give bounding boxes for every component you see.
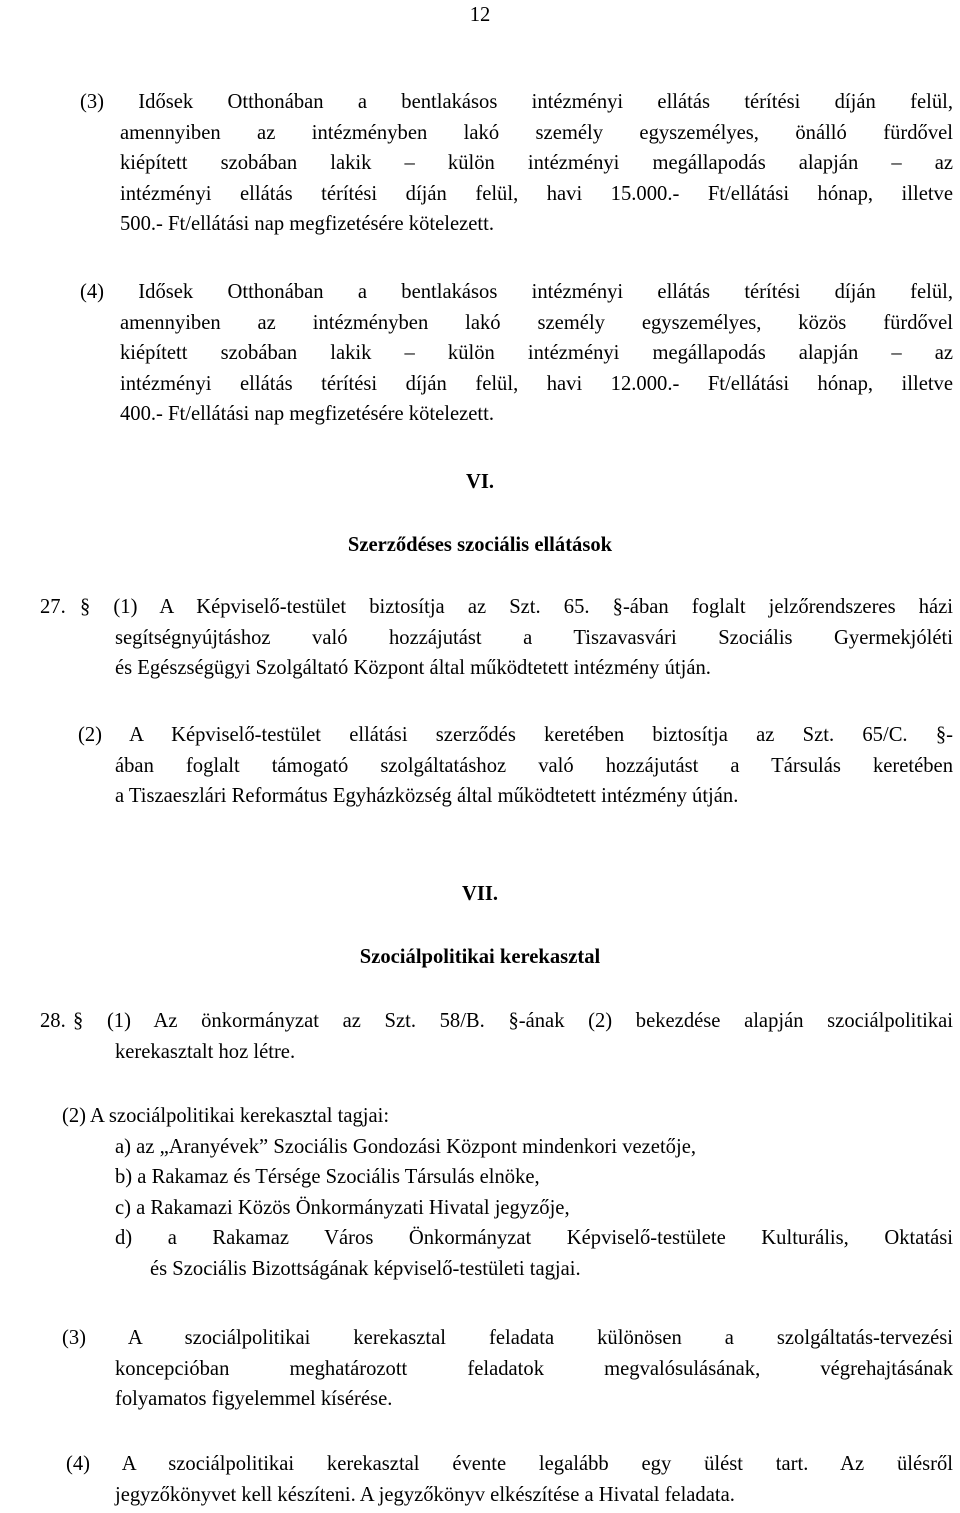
section-27-paragraph-1 <box>80 592 953 684</box>
paragraph-line: (3) Idősek Otthonában a bentlakásos intézményi ellátás térítési díján felül, <box>80 91 953 113</box>
paragraph-line: 400.- Ft/ellátási nap megfizetésére kötelezett. <box>120 403 494 425</box>
list-item: a) az „Aranyévek” Szociális Gondozási Központ mindenkori vezetője, <box>115 1135 696 1158</box>
paragraph-line: § (1) A Képviselő-testület biztosítja az Szt. 65. §-ában foglalt jelzőrendszeres házi <box>80 596 953 618</box>
list-item: c) a Rakamazi Közös Önkormányzati Hivatal jegyzője, <box>115 1196 570 1219</box>
section-28-paragraph-4 <box>66 1449 953 1510</box>
list-item: d) a Rakamaz Város Önkormányzat Képviselő-testülete Kulturális, Oktatási <box>115 1227 953 1249</box>
paragraph-line: (4) Idősek Otthonában a bentlakásos intézményi ellátás térítési díján felül, <box>80 281 953 303</box>
paragraph-line: ában foglalt támogató szolgáltatáshoz való hozzájutást a Társulás keretében <box>115 754 953 777</box>
paragraph-line: 500.- Ft/ellátási nap megfizetésére kötelezett. <box>120 213 494 235</box>
paragraph-line: § (1) Az önkormányzat az Szt. 58/B. §-ának (2) bekezdése alapján szociálpolitikai <box>73 1010 953 1032</box>
paragraph-line: koncepcióban meghatározott feladatok megvalósulásának, végrehajtásának <box>115 1357 953 1380</box>
paragraph-line: kerekasztalt hoz létre. <box>115 1040 296 1063</box>
paragraph-line: (3) A szociálpolitikai kerekasztal feladata különösen a szolgáltatás-tervezési <box>62 1327 953 1349</box>
part-vii-numeral: VII. <box>461 883 499 905</box>
paragraph-3 <box>80 87 953 240</box>
page-number: 12 <box>469 4 491 26</box>
paragraph-line: segítségnyújtáshoz való hozzájutást a Tiszavasvári Szociális Gyermekjóléti <box>115 626 953 649</box>
paragraph-line: a Tiszaeszlári Református Egyházközség által működtetett intézmény útján. <box>115 785 739 807</box>
section-28-paragraph-3 <box>62 1323 953 1415</box>
paragraph-line: folyamatos figyelemmel kísérése. <box>115 1388 393 1410</box>
paragraph-line: és Egészségügyi Szolgáltató Központ által működtetett intézmény útján. <box>115 657 711 679</box>
paragraph-line: (2) A Képviselő-testület ellátási szerződés keretében biztosítja az Szt. 65/C. §- <box>78 724 953 746</box>
paragraph-line: intézményi ellátás térítési díján felül, havi 12.000.- Ft/ellátási hónap, illetve <box>120 372 953 395</box>
section-28-paragraph-2 <box>62 1101 953 1284</box>
paragraph-line: (4) A szociálpolitikai kerekasztal évente legalább egy ülést tart. Az ülésről <box>66 1453 953 1475</box>
part-vi-title: Szerződéses szociális ellátások <box>347 534 613 556</box>
paragraph-intro: (2) A szociálpolitikai kerekasztal tagjai: <box>62 1105 390 1127</box>
paragraph-line: amennyiben az intézményben lakó személy egyszemélyes, közös fürdővel <box>120 311 953 334</box>
part-vi-numeral: VI. <box>465 471 495 493</box>
list-item: és Szociális Bizottságának képviselő-testületi tagjai. <box>150 1257 581 1280</box>
section-28-paragraph-1 <box>73 1006 953 1067</box>
paragraph-line: intézményi ellátás térítési díján felül, havi 15.000.- Ft/ellátási hónap, illetve <box>120 182 953 205</box>
section-27-number: 27. <box>40 596 66 618</box>
section-28-number: 28. <box>40 1010 66 1032</box>
paragraph-line: kiépített szobában lakik – külön intézményi megállapodás alapján – az <box>120 152 953 174</box>
paragraph-line: amennyiben az intézményben lakó személy egyszemélyes, önálló fürdővel <box>120 121 953 144</box>
paragraph-line: jegyzőkönyvet kell készíteni. A jegyzőkönyv elkészítése a Hivatal feladata. <box>115 1483 735 1506</box>
section-27-paragraph-2 <box>78 720 953 812</box>
part-vii-title: Szociálpolitikai kerekasztal <box>359 946 601 968</box>
paragraph-line: kiépített szobában lakik – külön intézményi megállapodás alapján – az <box>120 342 953 364</box>
paragraph-4 <box>80 277 953 430</box>
list-item: b) a Rakamaz és Térsége Szociális Társulás elnöke, <box>115 1166 540 1188</box>
